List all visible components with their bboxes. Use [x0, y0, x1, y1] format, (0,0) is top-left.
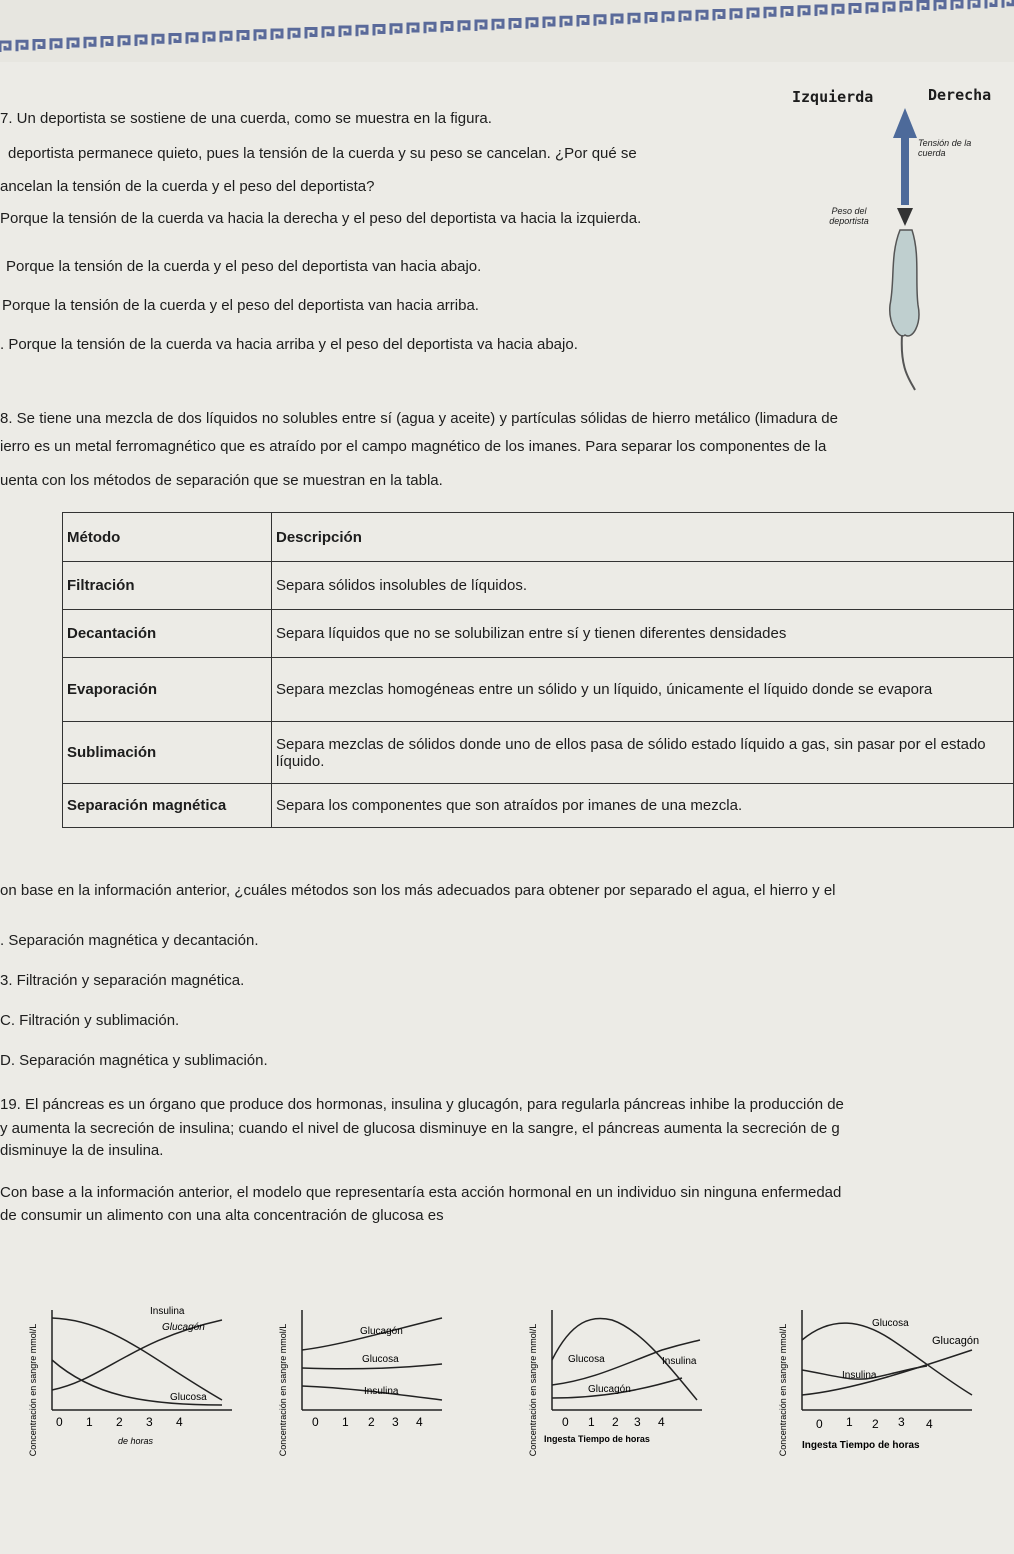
tick-1: 1 [588, 1415, 595, 1429]
curve-glucagon [802, 1350, 972, 1395]
q18-stem-line1: 8. Se tiene una mezcla de dos líquidos no solubles entre sí (agua y aceite) y partículas sólidas de hierro metálico (limadura de [0, 410, 838, 427]
greek-key-segment [136, 36, 146, 46]
greek-key-segment [340, 27, 350, 37]
label-insulina: Insulina [150, 1306, 185, 1317]
greek-key-segment [34, 41, 44, 51]
greek-key-segment [0, 42, 10, 52]
greek-key-segment [765, 8, 775, 18]
tick-3: 3 [898, 1415, 905, 1429]
greek-key-segment [476, 21, 486, 31]
q17-option-d[interactable]: . Porque la tensión de la cuerda va hacia arriba y el peso del deportista va hacia abajo. [0, 336, 578, 353]
label-glucagon: Glucagón [162, 1322, 205, 1333]
method-cell: Filtración [63, 562, 272, 610]
q19-stem-line2: y aumenta la secreción de insulina; cuando el nivel de glucosa disminuye en la sangre, el páncreas aumenta la secreción de g [0, 1120, 840, 1137]
q17-stem-line1: 7. Un deportista se sostiene de una cuerda, como se muestra en la figura. [0, 110, 492, 127]
graph-option-a[interactable] [22, 1300, 252, 1465]
q17-stem-line2: deportista permanece quieto, pues la tensión de la cuerda y su peso se cancelan. ¿Por qué se [8, 145, 637, 162]
description-cell: Separa sólidos insolubles de líquidos. [272, 562, 1014, 610]
tick-4: 4 [658, 1415, 665, 1429]
greek-key-segment [527, 19, 537, 29]
greek-key-segment [595, 16, 605, 26]
greek-key-segment [680, 12, 690, 22]
description-cell: Separa los componentes que son atraídos por imanes de una mezcla. [272, 784, 1014, 828]
tick-4: 4 [176, 1415, 183, 1429]
greek-key-segment [544, 18, 554, 28]
greek-key-segment [221, 32, 231, 42]
table-row [63, 658, 1014, 722]
q17-option-c[interactable]: Porque la tensión de la cuerda y el peso del deportista van hacia arriba. [2, 297, 479, 314]
greek-key-segment [170, 35, 180, 45]
greek-key-segment [442, 23, 452, 33]
q17-option-b[interactable]: Porque la tensión de la cuerda y el peso del deportista van hacia abajo. [6, 258, 482, 275]
method-cell: Separación magnética [63, 784, 272, 828]
greek-key-segment [153, 35, 163, 45]
q18-option-d[interactable]: D. Separación magnética y sublimación. [0, 1052, 268, 1069]
greek-key-segment [272, 30, 282, 40]
graph-option-c[interactable] [522, 1300, 752, 1465]
figure-left-label: Izquierda [792, 88, 874, 106]
greek-key-pattern [0, 0, 1014, 62]
tick-0: 0 [816, 1417, 823, 1431]
greek-key-segment [748, 9, 758, 19]
greek-key-segment [867, 4, 877, 14]
greek-key-segment [425, 23, 435, 33]
table-row [63, 784, 1014, 828]
q18-stem-line2: ierro es un metal ferromagnético que es atraído por el campo magnético de los imanes. Para separar los componentes de la [0, 438, 827, 455]
q18-option-a[interactable]: . Separación magnética y decantación. [0, 932, 259, 949]
tension-arrow-icon [893, 108, 917, 138]
x-axis-label: Ingesta Tiempo de horas [802, 1440, 920, 1451]
graph-option-d[interactable] [772, 1300, 1002, 1465]
greek-key-segment [119, 37, 129, 47]
greek-key-segment [629, 14, 639, 24]
greek-key-segment [646, 14, 656, 24]
greek-key-segment [85, 38, 95, 48]
athlete-legs [902, 335, 915, 390]
q17-stem-line3: ancelan la tensión de la cuerda y el peso del deportista? [0, 178, 375, 195]
y-axis-label: Concentración en sangre mmol/L [778, 1323, 788, 1457]
label-insulina: Insulina [662, 1356, 697, 1367]
label-glucagon: Glucagón [932, 1335, 980, 1347]
header-description: Descripción [272, 513, 1014, 562]
header-method: Método [63, 513, 272, 562]
y-axis-label: Concentración en sangre mmol/L [28, 1323, 38, 1457]
greek-key-segment [187, 34, 197, 44]
tick-3: 3 [392, 1415, 399, 1429]
tick-3: 3 [146, 1415, 153, 1429]
table-row [63, 610, 1014, 658]
y-axis-label: Concentración en sangre mmol/L [528, 1323, 538, 1457]
greek-key-segment [663, 13, 673, 23]
x-axis-label: Ingesta Tiempo de horas [544, 1434, 650, 1444]
greek-key-segment [391, 25, 401, 35]
greek-key-segment [459, 22, 469, 32]
greek-key-segment [493, 20, 503, 30]
method-cell: Evaporación [63, 658, 272, 722]
tick-4: 4 [926, 1417, 933, 1431]
tick-0: 0 [56, 1415, 63, 1429]
greek-key-segment [612, 15, 622, 25]
greek-key-segment [561, 17, 571, 27]
greek-key-segment [102, 38, 112, 48]
q18-option-c[interactable]: C. Filtración y sublimación. [0, 1012, 180, 1029]
q19-question-line2: de consumir un alimento con una alta concentración de glucosa es [0, 1207, 444, 1224]
athlete-body [890, 230, 919, 336]
tick-1: 1 [342, 1415, 349, 1429]
tick-2: 2 [116, 1415, 123, 1429]
tension-label: Tensión de la cuerda [918, 138, 972, 158]
label-glucosa: Glucosa [362, 1354, 399, 1365]
label-insulina: Insulina [842, 1370, 877, 1381]
athlete-figure [860, 80, 950, 400]
q18-question: on base en la información anterior, ¿cuáles métodos son los más adecuados para obtener por separado el agua, el hierro y el [0, 882, 836, 899]
label-glucosa: Glucosa [170, 1392, 207, 1403]
table-row [63, 562, 1014, 610]
tick-4: 4 [416, 1415, 423, 1429]
greek-key-segment [884, 3, 894, 13]
greek-key-segment [833, 5, 843, 15]
x-axis-label: de horas [118, 1436, 154, 1446]
tick-3: 3 [634, 1415, 641, 1429]
y-axis-label: Concentración en sangre mmol/L [278, 1323, 288, 1457]
greek-key-segment [408, 24, 418, 34]
greek-key-segment [323, 28, 333, 38]
greek-key-segment [714, 11, 724, 21]
q17-option-a[interactable]: Porque la tensión de la cuerda va hacia la derecha y el peso del deportista va hacia la izquierda. [0, 210, 642, 227]
q19-stem-line3: disminuye la de insulina. [0, 1142, 164, 1159]
figure-right-label: Derecha [928, 86, 992, 104]
label-glucagon: Glucagón [360, 1326, 403, 1337]
greek-key-segment [306, 29, 316, 39]
separation-methods-table [62, 512, 1014, 828]
method-cell: Sublimación [63, 722, 272, 784]
greek-key-segment [782, 8, 792, 18]
greek-key-segment [17, 41, 27, 51]
description-cell: Separa mezclas de sólidos donde uno de ellos pasa de sólido estado líquido a gas, sin pasar por el estado líquido. [272, 722, 1014, 784]
tick-1: 1 [846, 1415, 853, 1429]
greek-key-segment [986, 0, 996, 9]
table-header-row [63, 513, 1014, 562]
graph-option-b[interactable] [272, 1300, 502, 1465]
greek-key-segment [850, 5, 860, 15]
label-glucosa: Glucosa [568, 1354, 605, 1365]
method-cell: Decantación [63, 610, 272, 658]
q19-stem-line1: 19. El páncreas es un órgano que produce dos hormonas, insulina y glucagón, para regularla páncreas inhibe la producción de [0, 1096, 844, 1113]
q18-stem-line3: uenta con los métodos de separación que se muestran en la tabla. [0, 472, 443, 489]
greek-key-segment [510, 20, 520, 30]
tick-2: 2 [612, 1415, 619, 1429]
greek-key-segment [51, 40, 61, 50]
greek-key-segment [969, 0, 979, 9]
greek-key-segment [731, 10, 741, 20]
tick-0: 0 [562, 1415, 569, 1429]
greek-key-segment [901, 2, 911, 12]
greek-key-segment [1003, 0, 1013, 8]
greek-key-segment [204, 33, 214, 43]
greek-key-segment [697, 11, 707, 21]
greek-key-segment [238, 32, 248, 42]
label-glucosa: Glucosa [872, 1318, 909, 1329]
q19-question-line1: Con base a la información anterior, el modelo que representaría esta acción hormonal en un individuo sin ninguna enfermedad [0, 1184, 842, 1201]
description-cell: Separa mezclas homogéneas entre un sólido y un líquido, únicamente el líquido donde se evapora [272, 658, 1014, 722]
label-glucagon: Glucagón [588, 1384, 631, 1395]
greek-key-segment [68, 39, 78, 49]
weight-label: Peso del deportista [829, 206, 869, 226]
table-row [63, 722, 1014, 784]
decorative-border [0, 0, 1014, 62]
greek-key-segment [935, 1, 945, 11]
greek-key-segment [255, 31, 265, 41]
tick-2: 2 [368, 1415, 375, 1429]
weight-arrow-icon [897, 208, 913, 226]
greek-key-segment [357, 26, 367, 36]
tension-arrow-shaft [901, 135, 909, 205]
greek-key-segment [578, 17, 588, 27]
greek-key-segment [799, 7, 809, 17]
greek-key-segment [374, 26, 384, 36]
greek-key-segment [918, 2, 928, 12]
tick-1: 1 [86, 1415, 93, 1429]
tick-0: 0 [312, 1415, 319, 1429]
tick-2: 2 [872, 1417, 879, 1431]
label-insulina: Insulina [364, 1386, 399, 1397]
description-cell: Separa líquidos que no se solubilizan entre sí y tienen diferentes densidades [272, 610, 1014, 658]
greek-key-segment [952, 0, 962, 10]
q18-option-b[interactable]: 3. Filtración y separación magnética. [0, 972, 245, 989]
greek-key-segment [289, 29, 299, 39]
greek-key-segment [816, 6, 826, 16]
